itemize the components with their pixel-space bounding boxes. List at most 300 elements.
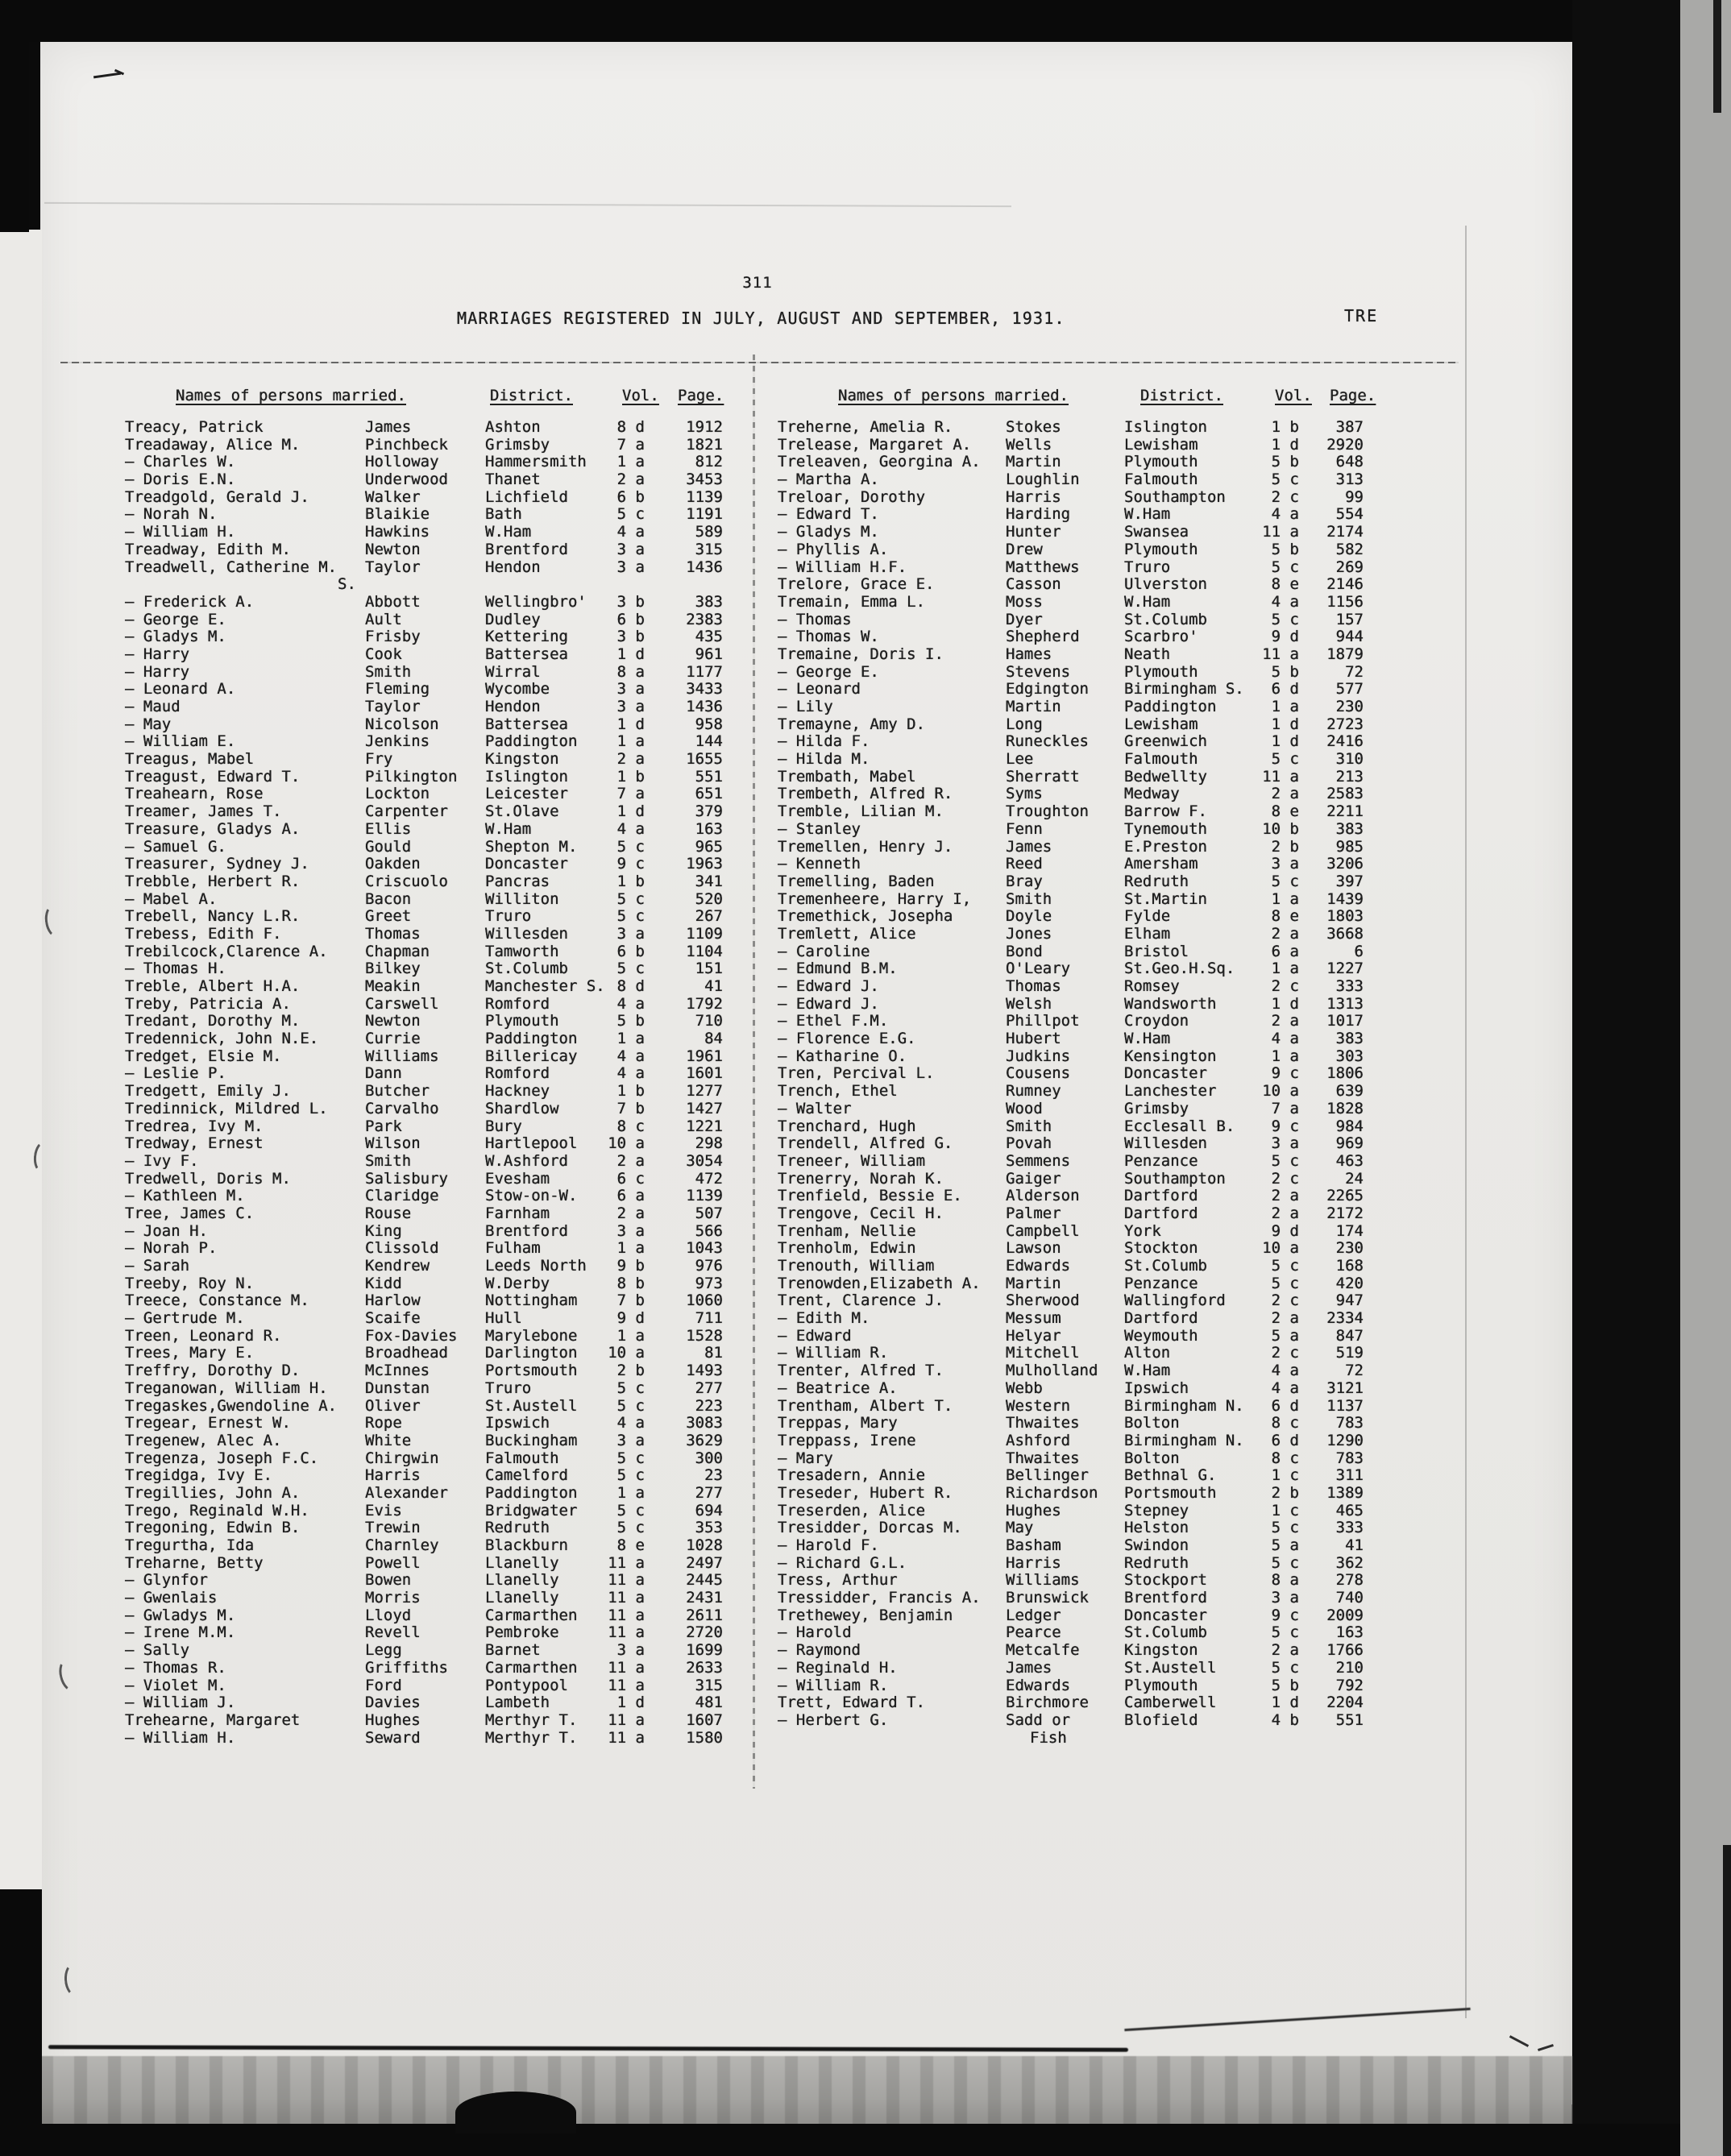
cell-spouse: Fleming <box>365 680 430 699</box>
cell-vol: 3 b <box>616 592 645 611</box>
cell-page: 3054 <box>686 1151 723 1170</box>
cell-name: Treagus, Mabel <box>125 750 255 769</box>
cell-vol: 3 b <box>616 628 645 646</box>
cell-page: 383 <box>1335 819 1364 838</box>
cell-name: Tredennick, John N.E. <box>125 1030 319 1048</box>
cell-spouse: Scaife <box>365 1309 421 1328</box>
cell-district: Leeds North <box>485 1257 587 1275</box>
cell-name: Tregenza, Joseph F.C. <box>125 1449 319 1467</box>
cell-vol: 8 e <box>616 1536 645 1554</box>
table-row <box>125 716 723 734</box>
cell-spouse: Pilkington <box>365 767 458 786</box>
cell-page: 1699 <box>686 1641 723 1660</box>
cell-page: 435 <box>695 628 723 646</box>
cell-name: Trenter, Alfred T. <box>778 1362 944 1380</box>
cell-name: — Maud <box>125 698 181 715</box>
cell-name: — Caroline <box>778 942 870 960</box>
cell-vol: 11 a <box>608 1589 645 1607</box>
cell-district: Medway <box>1124 785 1180 803</box>
header-rule <box>60 362 1459 363</box>
table-row <box>778 594 1364 612</box>
cell-page: 566 <box>695 1221 723 1240</box>
table-row <box>778 1607 1364 1625</box>
cell-spouse: Martin <box>1006 1274 1061 1292</box>
cell-district: Hendon <box>485 558 541 576</box>
cell-spouse: Gaiger <box>1006 1169 1061 1188</box>
cell-page: 72 <box>1345 1362 1364 1380</box>
table-row <box>778 1572 1364 1590</box>
column-header-vol-right: Vol. <box>1275 387 1312 404</box>
cell-district: Thanet <box>485 471 541 489</box>
cell-district: Plymouth <box>1124 662 1198 681</box>
cell-page: 947 <box>1335 1292 1364 1310</box>
table-row <box>778 891 1364 909</box>
cell-spouse: Park <box>365 1117 402 1135</box>
cell-vol: 1 a <box>1271 698 1299 715</box>
cell-page: 1139 <box>686 487 723 506</box>
cell-name: Trelease, Margaret A. <box>778 435 972 454</box>
cell-district: St.Austell <box>1124 1658 1217 1677</box>
cell-page: 2633 <box>686 1658 723 1677</box>
table-row <box>778 1101 1364 1118</box>
table-row <box>125 489 723 507</box>
table-row <box>125 1292 723 1310</box>
cell-page: 1528 <box>686 1326 723 1345</box>
cell-page: 2431 <box>686 1589 723 1607</box>
cell-district: Bath <box>485 505 522 524</box>
cell-name: — Norah P. <box>125 1239 218 1258</box>
cell-district: St.Geo.H.Sq. <box>1124 960 1235 978</box>
table-row <box>125 891 723 909</box>
cell-vol: 2 a <box>1271 1187 1299 1205</box>
cell-district: Elham <box>1124 924 1171 943</box>
table-row <box>778 1171 1364 1188</box>
table-row <box>778 1712 1364 1730</box>
cell-spouse: Povah <box>1006 1134 1052 1153</box>
column-header-names-left: Names of persons married. <box>176 387 406 404</box>
table-row <box>125 733 723 751</box>
cell-spouse: Butcher <box>365 1082 430 1101</box>
cell-name: Tress, Arthur <box>778 1571 898 1590</box>
cell-name: Trendell, Alfred G. <box>778 1134 953 1153</box>
cell-district: Dartford <box>1124 1309 1198 1328</box>
cell-spouse: James <box>365 418 412 436</box>
cell-district: Shardlow <box>485 1099 559 1117</box>
cell-district: Falmouth <box>1124 471 1198 489</box>
cell-vol: 2 a <box>616 750 645 769</box>
cell-spouse: Pearce <box>1006 1623 1061 1642</box>
cell-page: 651 <box>695 785 723 803</box>
table-row <box>125 437 723 454</box>
cell-page: 298 <box>695 1134 723 1153</box>
table-row <box>125 803 723 821</box>
cell-page: 944 <box>1335 628 1364 646</box>
cell-vol: 10 a <box>608 1134 645 1153</box>
cell-vol: 5 c <box>1271 1553 1299 1572</box>
cell-vol: 6 d <box>1271 680 1299 699</box>
cell-vol: 8 e <box>1271 802 1299 821</box>
cell-district: Greenwich <box>1124 732 1207 751</box>
cell-spouse: Cousens <box>1006 1064 1071 1083</box>
cell-vol: 1 c <box>1271 1501 1299 1520</box>
cell-page: 984 <box>1335 1117 1364 1135</box>
table-row <box>778 839 1364 856</box>
cell-page: 269 <box>1335 558 1364 576</box>
cell-spouse: Troughton <box>1006 802 1089 821</box>
cell-name: — May <box>125 715 172 733</box>
cell-spouse: Broadhead <box>365 1344 448 1362</box>
table-row <box>125 1275 723 1293</box>
cell-district: Stepney <box>1124 1501 1189 1520</box>
cell-vol: 4 a <box>616 994 645 1013</box>
cell-district: Fulham <box>485 1239 541 1258</box>
cell-district: Truro <box>1124 558 1171 576</box>
table-row <box>125 978 723 996</box>
cell-name: — Gwladys M. <box>125 1606 236 1624</box>
cell-spouse: Hubert <box>1006 1030 1061 1048</box>
cell-district: Hendon <box>485 698 541 715</box>
page-bottom-shadow <box>40 2056 1572 2127</box>
cell-vol: 7 a <box>616 435 645 454</box>
cell-vol: 4 b <box>1271 1710 1299 1729</box>
cell-page: 230 <box>1335 698 1364 715</box>
cell-vol: 4 a <box>616 1414 645 1432</box>
table-row <box>778 1677 1364 1695</box>
table-row <box>778 576 1364 594</box>
cell-district: Willesden <box>1124 1134 1207 1153</box>
cell-district: Wellingbro' <box>485 592 587 611</box>
cell-district: Llanelly <box>485 1571 559 1590</box>
table-row <box>125 541 723 559</box>
cell-vol: 3 a <box>616 540 645 558</box>
cell-name: Treasurer, Sydney J. <box>125 855 309 873</box>
cell-vol: 1 a <box>1271 889 1299 908</box>
cell-name: — Sally <box>125 1641 190 1660</box>
cell-name: — Doris E.N. <box>125 471 236 489</box>
cell-page: 740 <box>1335 1589 1364 1607</box>
cell-district: Scarbro' <box>1124 628 1198 646</box>
cell-page: 2265 <box>1326 1187 1364 1205</box>
cell-name: — Leonard A. <box>125 680 236 699</box>
film-edge-strip <box>1680 0 1731 2156</box>
cell-vol: 2 a <box>1271 1012 1299 1030</box>
cell-page: 554 <box>1335 505 1364 524</box>
cell-spouse: Shepherd <box>1006 628 1080 646</box>
cell-vol: 7 b <box>616 1099 645 1117</box>
cell-spouse: Brunswick <box>1006 1589 1089 1607</box>
cell-spouse: Harris <box>1006 1553 1061 1572</box>
cell-name: — Stanley <box>778 819 861 838</box>
cell-spouse: Palmer <box>1006 1204 1061 1222</box>
cell-page: 710 <box>695 1012 723 1030</box>
cell-vol: 3 a <box>1271 1589 1299 1607</box>
cell-page: 3453 <box>686 471 723 489</box>
cell-spouse: Williams <box>365 1047 439 1065</box>
table-row <box>778 1240 1364 1258</box>
cell-district: Alton <box>1124 1344 1171 1362</box>
cell-name: Trebilcock,Clarence A. <box>125 942 328 960</box>
cell-spouse: Carswell <box>365 994 439 1013</box>
table-row <box>125 612 723 629</box>
cell-page: 1313 <box>1326 994 1364 1013</box>
cell-page: 2445 <box>686 1571 723 1590</box>
cell-name: Treahearn, Rose <box>125 785 264 803</box>
cell-page: 1221 <box>686 1117 723 1135</box>
table-row <box>778 1503 1364 1520</box>
cell-district: Neath <box>1124 645 1171 663</box>
cell-page: 230 <box>1335 1239 1364 1258</box>
cell-district: Ecclesall B. <box>1124 1117 1235 1135</box>
cell-vol: 8 c <box>616 1117 645 1135</box>
cell-district: Portsmouth <box>1124 1483 1217 1502</box>
cell-district: St.Columb <box>1124 1623 1207 1642</box>
cell-name: — Martha A. <box>778 471 879 489</box>
cell-page: 24 <box>1345 1169 1364 1188</box>
cell-spouse: Thomas <box>1006 977 1061 995</box>
cell-spouse: Bellinger <box>1006 1466 1089 1485</box>
cell-spouse: Currie <box>365 1030 421 1048</box>
cell-vol: 4 a <box>1271 505 1299 524</box>
cell-vol: 1 d <box>616 1694 645 1712</box>
cell-page: 1139 <box>686 1187 723 1205</box>
cell-spouse: Sherratt <box>1006 767 1080 786</box>
cell-spouse: Kidd <box>365 1274 402 1292</box>
cell-district: Pontypool <box>485 1676 568 1694</box>
cell-name: Trenerry, Norah K. <box>778 1169 944 1188</box>
table-row <box>125 1083 723 1101</box>
cell-vol: 1 a <box>616 1030 645 1048</box>
cell-district: Llanelly <box>485 1589 559 1607</box>
cell-district: Lewisham <box>1124 435 1198 454</box>
cell-district: Bedwellty <box>1124 767 1207 786</box>
cell-spouse: Clissold <box>365 1239 439 1258</box>
cell-district: Paddington <box>1124 698 1217 715</box>
cell-spouse: Hames <box>1006 645 1052 663</box>
cell-spouse: Wood <box>1006 1099 1043 1117</box>
cell-vol: 8 b <box>616 1274 645 1292</box>
scan-corner-bottom-left <box>0 1889 42 2156</box>
cell-page: 1821 <box>686 435 723 454</box>
table-row <box>125 751 723 769</box>
cell-vol: 3 a <box>616 924 645 943</box>
scan-border-left <box>0 42 29 232</box>
cell-district: Birmingham N. <box>1124 1396 1244 1415</box>
cell-page: 383 <box>1335 1030 1364 1048</box>
table-row <box>778 489 1364 507</box>
cell-district: Ipswich <box>485 1414 550 1432</box>
table-row <box>125 821 723 839</box>
cell-page: 1277 <box>686 1082 723 1101</box>
cell-name: Tremble, Lilian M. <box>778 802 944 821</box>
table-row <box>778 681 1364 699</box>
cell-vol: 3 a <box>1271 1134 1299 1153</box>
cell-spouse: Jones <box>1006 924 1052 943</box>
table-row <box>125 1677 723 1695</box>
cell-page: 1043 <box>686 1239 723 1258</box>
cell-name: — Kenneth <box>778 855 861 873</box>
cell-spouse: Smith <box>1006 1117 1052 1135</box>
table-row <box>125 1013 723 1030</box>
cell-spouse: Welsh <box>1006 994 1052 1013</box>
table-row <box>778 751 1364 769</box>
cell-spouse: Edgington <box>1006 680 1089 699</box>
table-row <box>125 1223 723 1241</box>
cell-vol: 5 c <box>1271 872 1299 890</box>
cell-spouse: Meakin <box>365 977 421 995</box>
table-row <box>778 960 1364 978</box>
cell-vol: 11 a <box>608 1571 645 1590</box>
cell-vol: 6 b <box>616 487 645 506</box>
cell-vol: 2 a <box>616 1204 645 1222</box>
cell-page: 1912 <box>686 418 723 436</box>
cell-district: St.Martin <box>1124 889 1207 908</box>
cell-vol: 5 c <box>616 505 645 524</box>
cell-name: Trelore, Grace E. <box>778 575 935 594</box>
table-row <box>778 1380 1364 1398</box>
cell-name: — Thomas W. <box>778 628 879 646</box>
cell-district: Marylebone <box>485 1326 578 1345</box>
cell-page: 589 <box>695 523 723 541</box>
cell-vol: 5 c <box>616 1519 645 1537</box>
cell-page: 976 <box>695 1257 723 1275</box>
cell-vol: 1 b <box>616 767 645 786</box>
cell-vol: 1 d <box>1271 715 1299 733</box>
cell-district: Weymouth <box>1124 1326 1198 1345</box>
cell-page: 1803 <box>1326 907 1364 926</box>
cell-spouse: Edwards <box>1006 1257 1071 1275</box>
cell-page: 1060 <box>686 1292 723 1310</box>
cell-district: Stockport <box>1124 1571 1207 1590</box>
table-row <box>778 1555 1364 1573</box>
cell-vol: 4 a <box>1271 592 1299 611</box>
cell-name: Tremethick, Josepha <box>778 907 953 926</box>
table-row <box>778 1205 1364 1223</box>
cell-name: — Violet M. <box>125 1676 226 1694</box>
cell-name: — Hilda M. <box>778 750 870 769</box>
cell-page: 397 <box>1335 872 1364 890</box>
cell-spouse: Newton <box>365 1012 421 1030</box>
cell-name: — Edward T. <box>778 505 879 524</box>
cell-district: Llanelly <box>485 1553 559 1572</box>
cell-name: — Edward <box>778 1326 852 1345</box>
cell-vol: 3 a <box>616 1431 645 1449</box>
table-row <box>778 1135 1364 1153</box>
cell-name: Treloar, Dorothy <box>778 487 926 506</box>
table-row <box>125 1642 723 1660</box>
table-row <box>125 908 723 926</box>
cell-name: Tree, James C. <box>125 1204 255 1222</box>
cell-page: 2174 <box>1326 523 1364 541</box>
cell-page: 84 <box>704 1030 723 1048</box>
table-row <box>125 1660 723 1677</box>
table-row <box>125 1345 723 1362</box>
cell-district: St.Columb <box>1124 610 1207 628</box>
cell-vol: 11 a <box>608 1728 645 1747</box>
cell-page: 812 <box>695 453 723 471</box>
cell-spouse: Lee <box>1006 750 1034 769</box>
table-row <box>125 996 723 1014</box>
cell-name: Tremelling, Baden <box>778 872 935 890</box>
film-edge-mark-bottom <box>1723 1845 1731 2156</box>
cell-district: Barnet <box>485 1641 541 1660</box>
cell-name: Trett, Edward T. <box>778 1694 926 1712</box>
cell-spouse: Oakden <box>365 855 421 873</box>
table-row <box>778 856 1364 873</box>
cell-spouse: Pinchbeck <box>365 435 448 454</box>
cell-spouse: Bilkey <box>365 960 421 978</box>
cell-page: 965 <box>695 837 723 856</box>
cell-page: 1137 <box>1326 1396 1364 1415</box>
cell-spouse: Syms <box>1006 785 1043 803</box>
table-row <box>778 419 1364 437</box>
cell-name: Tremain, Emma L. <box>778 592 926 611</box>
cell-page: 99 <box>1345 487 1364 506</box>
cell-name: — Thomas <box>778 610 852 628</box>
cell-spouse: Lawson <box>1006 1239 1061 1258</box>
cell-spouse: Powell <box>365 1553 421 1572</box>
cell-vol: 1 a <box>1271 960 1299 978</box>
cell-name: Trebell, Nancy L.R. <box>125 907 301 926</box>
table-row <box>125 646 723 664</box>
cell-district: Ulverston <box>1124 575 1207 594</box>
cell-spouse: Abbott <box>365 592 421 611</box>
cell-vol: 8 e <box>1271 575 1299 594</box>
cell-name: — Thomas R. <box>125 1658 226 1677</box>
cell-spouse: Martin <box>1006 698 1061 715</box>
table-row <box>778 1642 1364 1660</box>
index-corner-tag: TRE <box>1344 306 1379 325</box>
cell-spouse: Bray <box>1006 872 1043 890</box>
cell-page: 973 <box>695 1274 723 1292</box>
cell-name: Treppass, Irene <box>778 1431 916 1449</box>
cell-spouse: Hawkins <box>365 523 430 541</box>
table-row <box>125 454 723 471</box>
cell-page: 1601 <box>686 1064 723 1083</box>
cell-spouse-continuation: S. <box>338 575 356 594</box>
cell-district: Nottingham <box>485 1292 578 1310</box>
cell-spouse: James <box>1006 1658 1052 1677</box>
cell-spouse: Rope <box>365 1414 402 1432</box>
cell-name: — Hilda F. <box>778 732 870 751</box>
cell-spouse: Doyle <box>1006 907 1052 926</box>
cell-spouse: Greet <box>365 907 412 926</box>
cell-vol: 9 d <box>1271 628 1299 646</box>
cell-district: Brentford <box>485 1221 568 1240</box>
column-header-vol-left: Vol. <box>622 387 659 404</box>
cell-spouse: Fenn <box>1006 819 1043 838</box>
cell-spouse: Taylor <box>365 698 421 715</box>
cell-vol: 2 c <box>1271 487 1299 506</box>
table-row <box>125 1101 723 1118</box>
cell-vol: 1 d <box>1271 435 1299 454</box>
cell-district: W.Ham <box>1124 1030 1171 1048</box>
cell-district: York <box>1124 1221 1161 1240</box>
cell-vol: 1 d <box>616 645 645 663</box>
table-row <box>778 1013 1364 1030</box>
cell-district: Carmarthen <box>485 1606 578 1624</box>
table-row <box>778 524 1364 541</box>
table-row <box>125 1240 723 1258</box>
cell-spouse: Ashford <box>1006 1431 1071 1449</box>
cell-vol: 2 a <box>1271 1641 1299 1660</box>
cell-name: — Irene M.M. <box>125 1623 236 1642</box>
cell-vol: 2 a <box>1271 1309 1299 1328</box>
cell-district: W.Derby <box>485 1274 550 1292</box>
cell-spouse: Lloyd <box>365 1606 412 1624</box>
table-row <box>778 1345 1364 1362</box>
cell-vol: 5 c <box>616 907 645 926</box>
cell-page: 353 <box>695 1519 723 1537</box>
